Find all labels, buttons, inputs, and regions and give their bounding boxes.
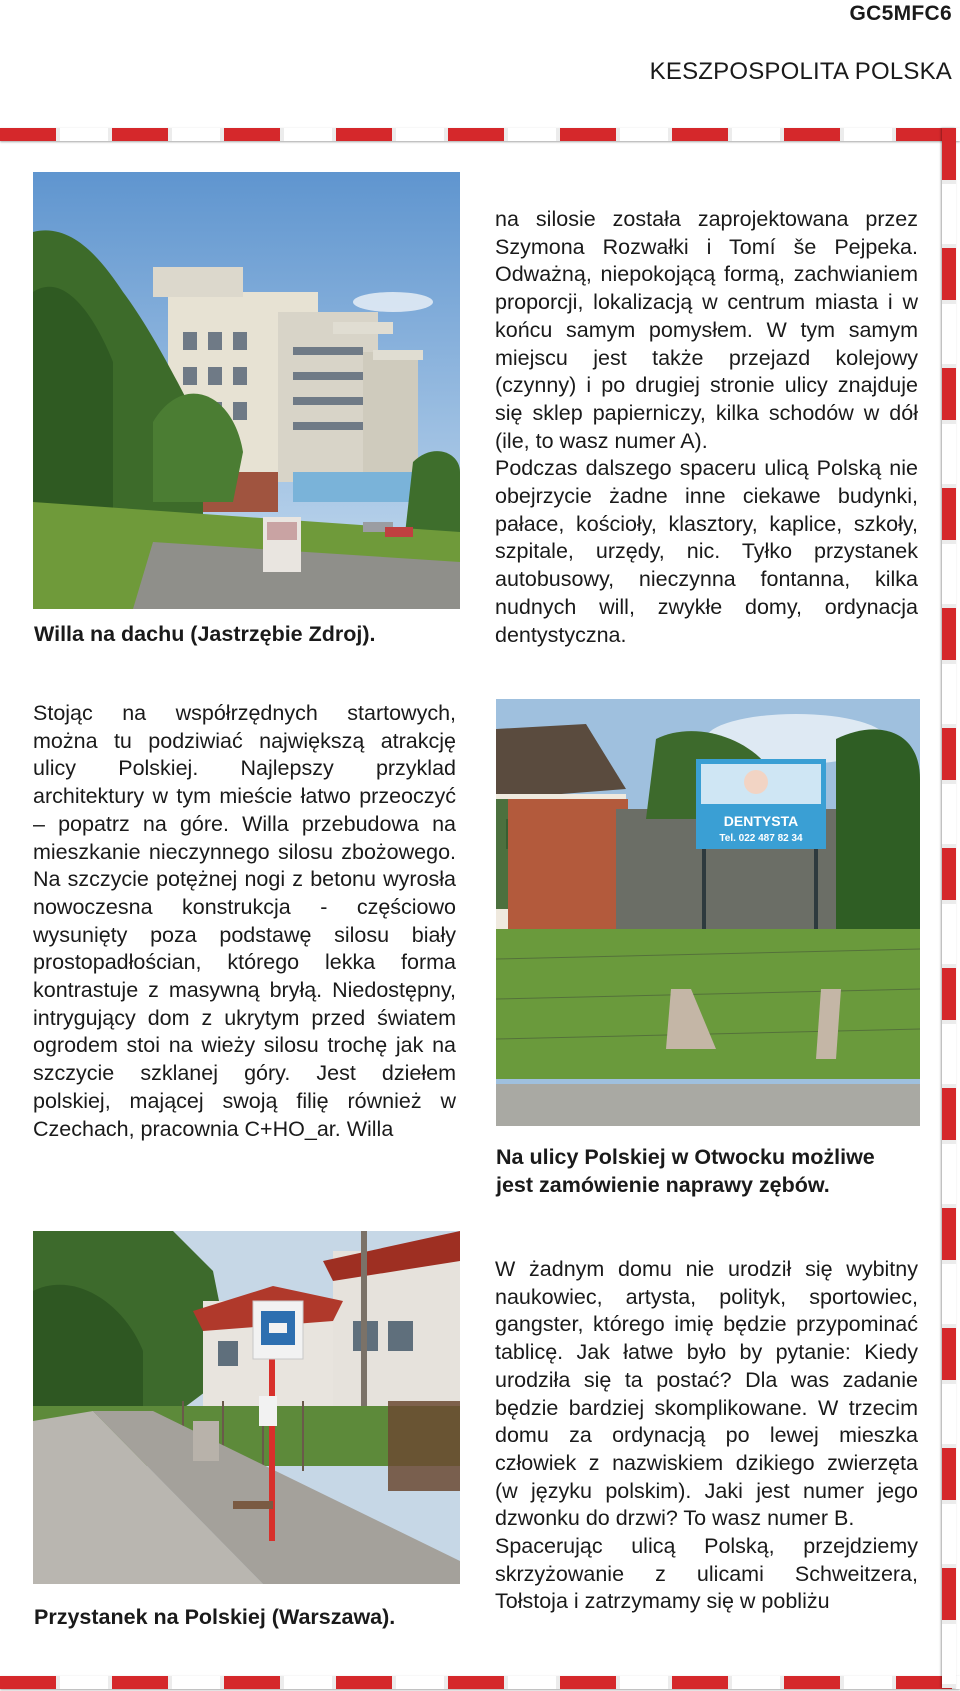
paragraph-question: W żadnym domu nie urodził się wybitny naukowiec, artysta, polityk, sportowiec, gangster, którego imię będzie przypominać tablicę. Jak łatwe było by pytanie: Kiedy urodziła się ta postać? Dla was zadanie będzie bardziej skomplikowane. W trzecim domu za ordynacją po lewej mieszka człowiek z nazwiskiem dzikiego zwierzęta (w języku polskim). Jaki jest numer jego dzwonku do drzwi? To wasz numer B.: [495, 1257, 918, 1531]
paragraph-continue-walk: Spacerując ulicą Polską, przejdziemy skrzyżowanie z ulicami Schweitzera, Tołstoja i zatrzymamy się w pobliżu: [495, 1534, 918, 1614]
caption-bus-stop: Przystanek na Polskiej (Warszawa).: [34, 1605, 396, 1629]
paragraph-walk: Podczas dalszego spaceru ulicą Polską nie obejrzycie żadne inne ciekawe budynki, pałace, kościoły, klasztory, kaplice, szkoły, szpitale, urzędy, nic. Tyłko przystanek autobusowy, nieczynna fontanna, kilka nudnych will, zwykłe domy, ordynacja dentystyczna.: [495, 456, 918, 647]
dentist-sign-title: DENTYSTA: [723, 813, 799, 829]
border-stripe-bottom: [0, 1676, 960, 1689]
right-column-text-lower: [495, 1256, 918, 1616]
caption-silo-villa: Willa na dachu (Jastrzębie Zdroj).: [34, 622, 376, 646]
border-stripe-top: [0, 128, 960, 141]
photo-silo-villa: [33, 172, 460, 609]
paragraph-intro: Stojąc na współrzędnych startowych, można tu podziwiać największą atrakcję ulicy Polskiej. Najlepszy przyklad architektury w tym mieście łatwo przeoczyć – popatrz na góre. Willa przebudowa na mieszkanie nieczynnego silosu zbożowego. Na szczycie potężnej nogi z betonu wyrosła nowoczesna konstrukcja - częściowo wysunięty poza podstawę silosu biały prostopadłościan, którego lekka forma kontrastuje z masywną bryłą. Niedostępny, intrygujący dom z ukrytym przed światem ogrodem stoi na wieży silosu trochę jak na szczycie szklanej góry. Jest dziełem polskiej, mającej swoją filię również w Czechach, pracownia C+HO_ar. Willa: [33, 701, 456, 1141]
paragraph-continuation: na silosie została zaprojektowana przez Szymona Rozwałki i Tomí še Pejpeka. Odważną, niepokojącą formą, zachwianiem proporcji, lokalizacją w centrum miasta i w końcu samym pomysłem. W tym samym miejscu jest także przejazd kolejowy (czynny) i po drugiej stronie ulicy znajduje się sklep papierniczy, kilka schodów w dół (ile, to wasz numer A).: [495, 207, 918, 453]
document-title: KESZPOSPOLITA POLSKA: [649, 58, 952, 85]
border-stripe-right: [942, 128, 956, 1688]
photo-bus-stop: [33, 1231, 460, 1584]
document-code: GC5MFC6: [849, 2, 952, 25]
caption-dentist: Na ulicy Polskiej w Otwocku możliwe jest zamówienie naprawy zębów.: [496, 1145, 875, 1197]
dentist-sign-phone: Tel. 022 487 82 34: [719, 833, 803, 844]
right-column-text: [495, 206, 918, 649]
photo-dentist-sign: [496, 699, 920, 1126]
